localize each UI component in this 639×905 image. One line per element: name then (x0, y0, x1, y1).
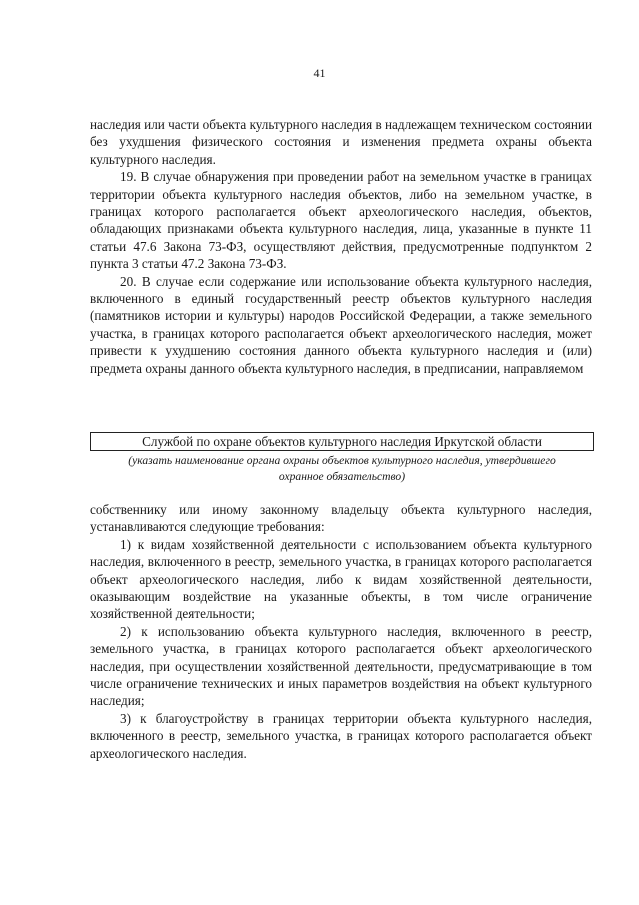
authority-name-box: Службой по охране объектов культурного наследия Иркутской области (90, 432, 594, 451)
text-block-top (90, 116, 592, 377)
paragraph-requirements-intro: собственнику или иному законному владельцу объекта культурного наследия, устанавливаются следующие требования: (90, 502, 592, 535)
paragraph-20: 20. В случае если содержание или использование объекта культурного наследия, включенного в единый государственный реестр объектов культурного наследия (памятников истории и культуры) народов Российской Федерации, а также земельного участка, в границах которого располагается объект археологического наследия, может привести к ухудшению состояния данного объекта культурного наследия и (или) предмета охраны данного объекта культурного наследия, в предписании, направляемом (90, 273, 592, 376)
caption-line-2: охранное обязательство) (278, 469, 406, 483)
requirement-item-2: 2) к использованию объекта культурного наследия, включенного в реестр, земельного участка, в границах которого располагается объект археологического наследия, при осуществлении хозяйственной деятельности, предусматривающие в том числе ограничение технических и иных параметров воздействия на объект культурного наследия; (90, 623, 592, 709)
caption-line-1: (указать наименование органа охраны объектов культурного наследия, утвердившего (128, 454, 556, 467)
text-block-bottom (90, 501, 592, 762)
requirement-item-3: 3) к благоустройству в границах территории объекта культурного наследия, включенного в реестр, земельного участка, в границах которого располагается объект археологического наследия. (90, 710, 592, 761)
paragraph-19: 19. В случае обнаружения при проведении работ на земельном участке в границах территории объекта культурного наследия объектов, либо на земельном участке, в границах которого располагается объект археологического наследия, объектов, обладающих признаками объекта культурного наследия, лица, указанные в пункте 11 статьи 47.6 Закона 73-ФЗ, осуществляют действия, предусмотренные подпунктом 2 пункта 3 статьи 47.2 Закона 73-ФЗ. (90, 169, 592, 272)
paragraph-continuation: наследия или части объекта культурного наследия в надлежащем техническом состоянии без ухудшения физического состояния и изменения предмета охраны объекта культурного наследия. (90, 117, 592, 167)
page-number: 41 (313, 66, 326, 80)
authority-caption (90, 453, 594, 484)
requirement-item-1: 1) к видам хозяйственной деятельности с использованием объекта культурного наследия, включенного в реестр, земельного участка, в границах которого располагается объект археологического наследия, либо к видам хозяйственной деятельности, оказывающим воздействие на указанные объекты, в том числе ограничение хозяйственной деятельности; (90, 536, 592, 622)
